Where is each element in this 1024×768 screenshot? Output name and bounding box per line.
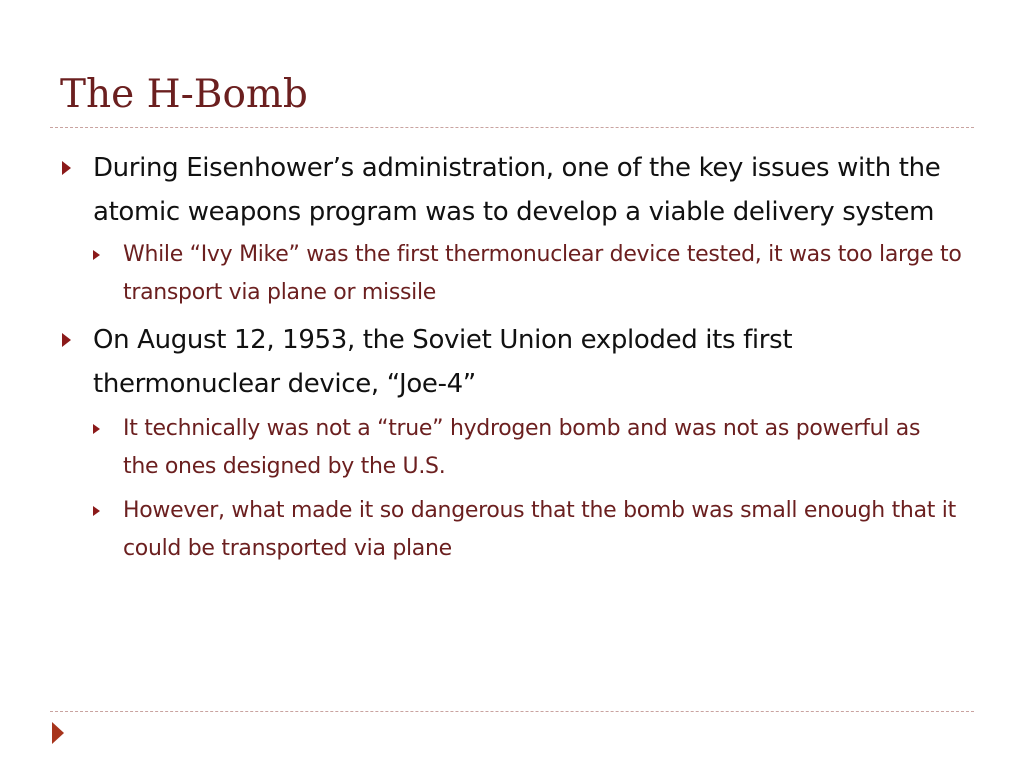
bullet-arrow-icon [62,333,71,347]
slide-body [62,146,962,568]
sub-bullet-text: However, what made it so dangerous that the bomb was small enough that it could be transported via plane [123,498,956,561]
sub-bullet-arrow-icon [93,250,100,260]
sub-bullet-arrow-icon [93,506,100,516]
footer-divider [50,711,974,712]
bullet-text: On August 12, 1953, the Soviet Union exploded its first thermonuclear device, “Joe-4” [93,325,793,399]
bullet-arrow-icon [62,161,71,175]
footer-triangle-icon [52,722,64,744]
bullet-item [62,146,962,234]
bullet-item [62,318,962,406]
sub-bullet-text: While “Ivy Mike” was the first thermonuclear device tested, it was too large to transport via plane or missile [123,242,962,305]
sub-bullet-item [93,236,962,312]
slide-title: The H-Bomb [60,72,308,117]
sub-bullet-item [93,410,962,486]
sub-bullet-text: It technically was not a “true” hydrogen bomb and was not as powerful as the ones designed by the U.S. [123,416,921,479]
sub-bullet-item [93,492,962,568]
bullet-text: During Eisenhower’s administration, one of the key issues with the atomic weapons program was to develop a viable delivery system [93,153,941,227]
title-divider [50,127,974,128]
sub-bullet-arrow-icon [93,424,100,434]
